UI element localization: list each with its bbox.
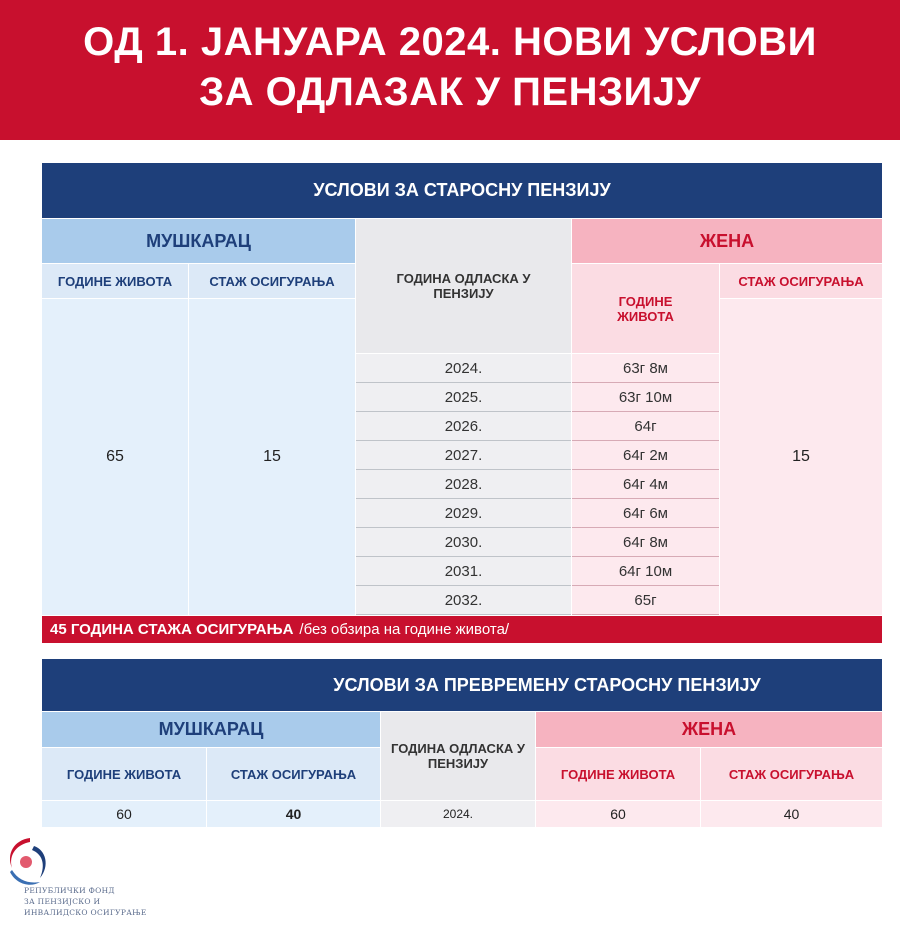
early-year-value: 2024.: [381, 801, 535, 827]
table-row-year: 2028.: [356, 470, 571, 499]
early-men-service-header: СТАЖ ОСИГУРАЊА: [207, 748, 380, 800]
title-line-1: ОД 1. ЈАНУАРА 2024. НОВИ УСЛОВИ: [83, 20, 817, 64]
women-age-header: ГОДИНЕ ЖИВОТА: [572, 264, 719, 353]
table-row-year: 2025.: [356, 383, 571, 412]
early-women-header: ЖЕНА: [536, 712, 882, 747]
title-banner: [0, 0, 900, 140]
early-women-service-header: СТАЖ ОСИГУРАЊА: [701, 748, 882, 800]
early-title: УСЛОВИ ЗА ПРЕВРЕМЕНУ СТАРОСНУ ПЕНЗИЈУ: [42, 659, 882, 711]
table-row-year: 2029.: [356, 499, 571, 528]
early-men-service-value: 40: [207, 801, 380, 827]
table-row-year: 2024.: [356, 354, 571, 383]
women-service-value: 15: [720, 299, 882, 615]
full-service-note-bold: 45 ГОДИНА СТАЖА ОСИГУРАЊА: [50, 621, 294, 638]
men-service-value: 15: [189, 299, 355, 615]
full-service-note-detail: /без обзира на године живота/: [299, 621, 510, 638]
table-row-women-age: 64г 6м: [572, 499, 719, 528]
table-row-women-age: 65г: [572, 586, 719, 615]
logo-text-line-2: ЗА ПЕНЗИЈСКО И: [24, 897, 101, 906]
men-service-header: СТАЖ ОСИГУРАЊА: [189, 264, 355, 298]
table-row-women-age: 64г 8м: [572, 528, 719, 557]
table-row-women-age: 64г 4м: [572, 470, 719, 499]
title-line-2: ЗА ОДЛАЗАК У ПЕНЗИЈУ: [199, 70, 701, 114]
table-row-year: 2027.: [356, 441, 571, 470]
table-row-women-age: 63г 8м: [572, 354, 719, 383]
logo-text-line-1: РЕПУБЛИЧКИ ФОНД: [24, 886, 115, 895]
fund-logo-icon: [0, 832, 60, 892]
table-row-year: 2031.: [356, 557, 571, 586]
early-men-header: МУШКАРАЦ: [42, 712, 380, 747]
table-row-women-age: 64г 2м: [572, 441, 719, 470]
early-women-age-value: 60: [536, 801, 700, 827]
men-age-header: ГОДИНЕ ЖИВОТА: [42, 264, 188, 298]
men-header: МУШКАРАЦ: [42, 219, 355, 263]
table-row-year: 2026.: [356, 412, 571, 441]
women-service-header: СТАЖ ОСИГУРАЊА: [720, 264, 882, 298]
table-row-year: 2030.: [356, 528, 571, 557]
old-age-title: УСЛОВИ ЗА СТАРОСНУ ПЕНЗИЈУ: [42, 163, 882, 218]
table-row-women-age: 64г: [572, 412, 719, 441]
table-row-year: 2032.: [356, 586, 571, 615]
early-women-service-value: 40: [701, 801, 882, 827]
early-year-column-header: ГОДИНА ОДЛАСКА У ПЕНЗИЈУ: [381, 712, 535, 800]
early-women-age-header: ГОДИНЕ ЖИВОТА: [536, 748, 700, 800]
table-row-women-age: 64г 10м: [572, 557, 719, 586]
men-age-value: 65: [42, 299, 188, 615]
full-service-note: [42, 616, 882, 643]
logo-text-line-3: ИНВАЛИДСКО ОСИГУРАЊЕ: [24, 908, 147, 917]
early-men-age-header: ГОДИНЕ ЖИВОТА: [42, 748, 206, 800]
early-men-age-value: 60: [42, 801, 206, 827]
women-header: ЖЕНА: [572, 219, 882, 263]
year-column-header: ГОДИНА ОДЛАСКА У ПЕНЗИЈУ: [356, 219, 571, 353]
table-row-women-age: 63г 10м: [572, 383, 719, 412]
